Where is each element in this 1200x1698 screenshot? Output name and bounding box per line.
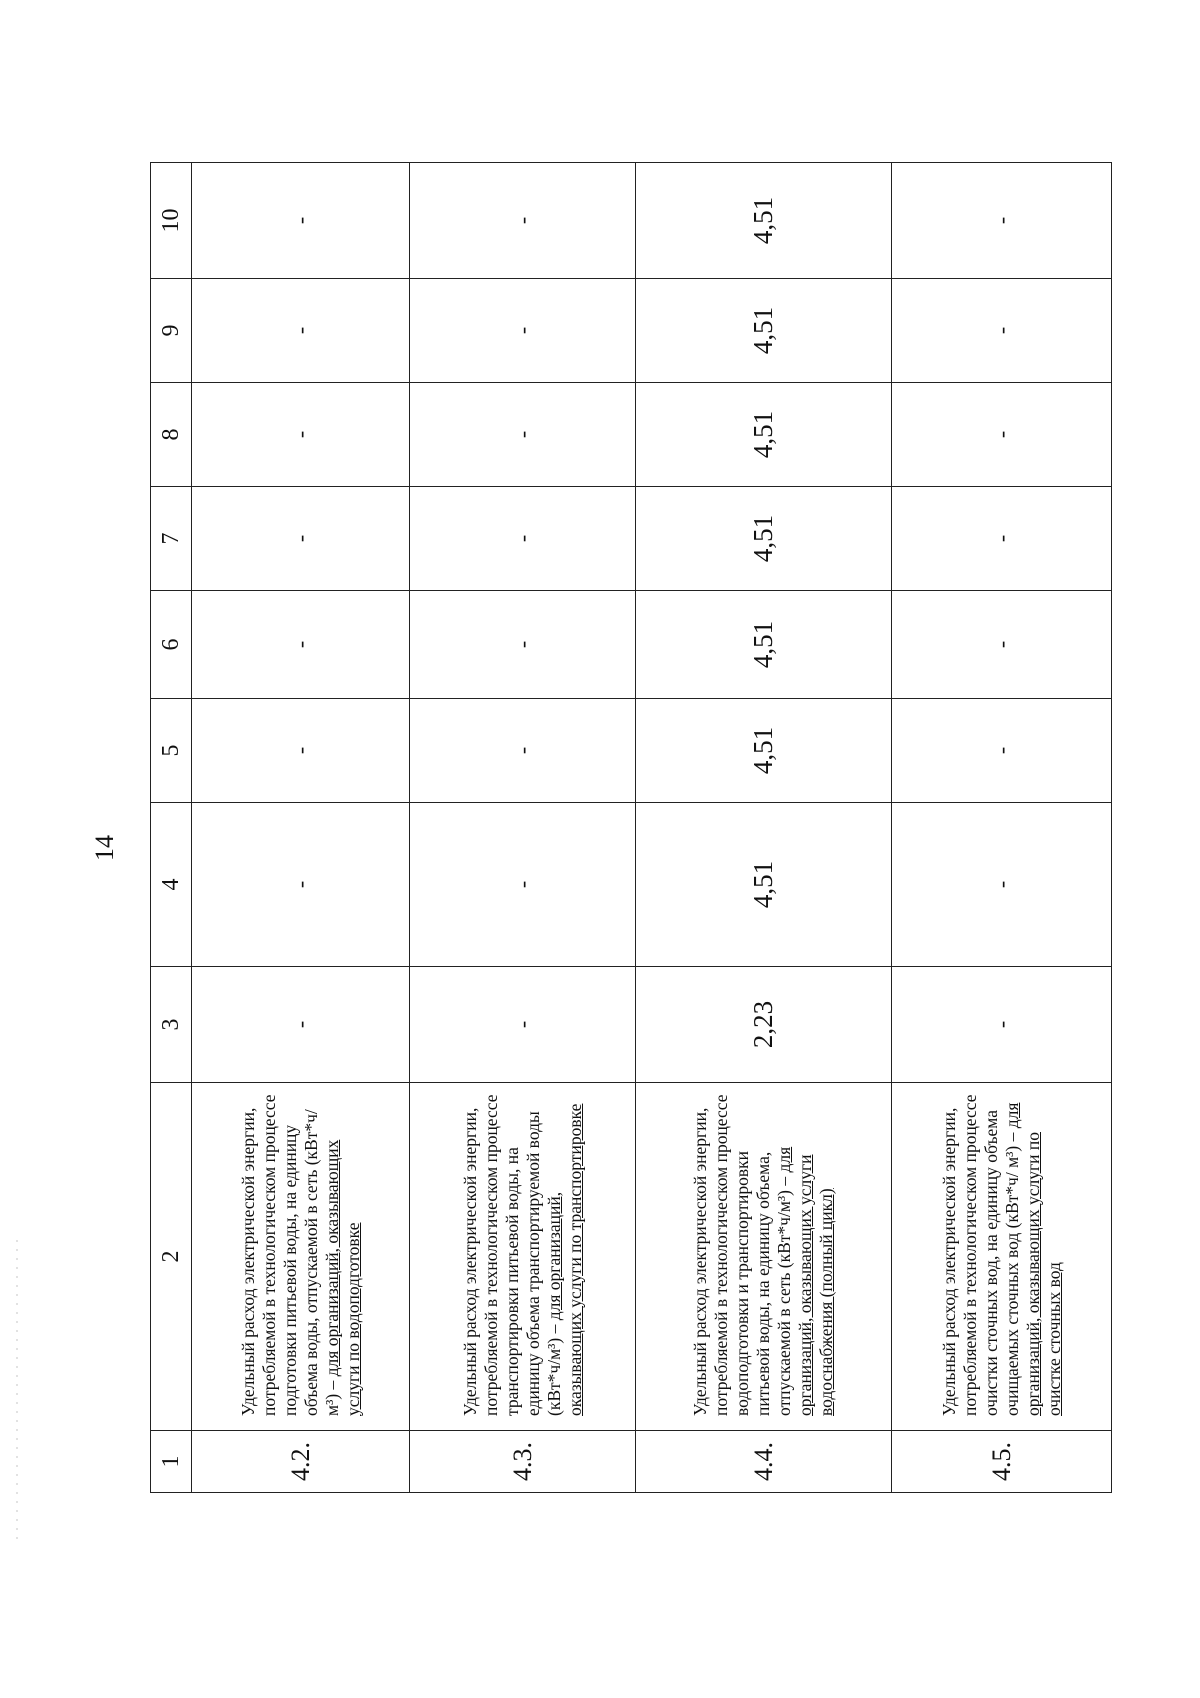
page-number: 14 — [90, 835, 119, 861]
value-cell: 4,51 — [636, 383, 892, 487]
rotated-table-frame — [150, 163, 1110, 1493]
value-cell: - — [410, 383, 636, 487]
row-number: 4.4. — [636, 1431, 892, 1493]
indicator-table — [150, 162, 1112, 1493]
value-cell: - — [892, 279, 1112, 383]
description-text: Удельный расход электрической энергии, потребляемой в технологическом процессе подготовки питьевой воды, на единицу объема воды, отпускаемой в сеть (кВт*ч/м³) – — [237, 1094, 342, 1416]
value-cell: - — [410, 487, 636, 591]
description-underlined: для организаций, оказывающих услуги по транспортировке — [543, 1103, 585, 1416]
value-cell: - — [192, 591, 410, 699]
column-header: 10 — [151, 163, 192, 279]
header-row — [151, 163, 192, 1493]
value-cell: - — [892, 591, 1112, 699]
value-cell: 4,51 — [636, 279, 892, 383]
column-header: 7 — [151, 487, 192, 591]
value-cell: - — [192, 279, 410, 383]
value-cell: - — [892, 163, 1112, 279]
value-cell: - — [410, 699, 636, 803]
table-row — [192, 163, 410, 1493]
value-cell: 4,51 — [636, 803, 892, 967]
row-number: 4.3. — [410, 1431, 636, 1493]
value-cell: - — [892, 803, 1112, 967]
column-header: 9 — [151, 279, 192, 383]
value-cell: - — [192, 383, 410, 487]
column-header: 4 — [151, 803, 192, 967]
value-cell: - — [892, 487, 1112, 591]
value-cell: - — [410, 967, 636, 1083]
description-text: Удельный расход электрической энергии, потребляемой в технологическом процессе транспортировки питьевой воды, на единицу объема транспортируемой воды (кВт*ч/м³) – — [459, 1094, 564, 1416]
table-row — [410, 163, 636, 1493]
value-cell: - — [410, 591, 636, 699]
value-cell: 2,23 — [636, 967, 892, 1083]
row-description — [892, 1083, 1112, 1431]
description-underlined: для организаций, оказывающих услуги по очистке сточных вод — [1001, 1102, 1064, 1416]
column-header: 3 — [151, 967, 192, 1083]
row-description — [410, 1083, 636, 1431]
description-underlined: для организаций, оказывающих услуги водоснабжения (полный цикл) — [774, 1146, 836, 1416]
description-underlined: для организаций, оказывающих услуги по водоподготовке — [321, 1139, 363, 1416]
row-description — [636, 1083, 892, 1431]
value-cell: 4,51 — [636, 591, 892, 699]
value-cell: - — [892, 967, 1112, 1083]
description-text: Удельный расход электрической энергии, потребляемой в технологическом процессе водоподготовки и транспортировки питьевой воды, на единицу объема, отпускаемой в сеть (кВт*ч/м³) – — [690, 1094, 794, 1416]
column-header: 2 — [151, 1083, 192, 1431]
description-text: Удельный расход электрической энергии, потребляемой в технологическом процессе очистки сточных вод, на единицу объема очищаемых сточных вод (кВт*ч/ м³) – — [938, 1094, 1022, 1416]
value-cell: 4,51 — [636, 487, 892, 591]
value-cell: - — [192, 487, 410, 591]
value-cell: - — [192, 803, 410, 967]
row-description — [192, 1083, 410, 1431]
value-cell: - — [192, 967, 410, 1083]
column-header: 6 — [151, 591, 192, 699]
row-number: 4.2. — [192, 1431, 410, 1493]
scan-artifact — [16, 1240, 18, 1540]
value-cell: - — [410, 803, 636, 967]
column-header: 8 — [151, 383, 192, 487]
row-number: 4.5. — [892, 1431, 1112, 1493]
column-header: 5 — [151, 699, 192, 803]
value-cell: - — [892, 383, 1112, 487]
table-row — [636, 163, 892, 1493]
value-cell: - — [410, 279, 636, 383]
value-cell: 4,51 — [636, 163, 892, 279]
table-container — [150, 163, 1110, 1493]
table-row — [892, 163, 1112, 1493]
value-cell: - — [892, 699, 1112, 803]
value-cell: - — [192, 699, 410, 803]
value-cell: - — [410, 163, 636, 279]
value-cell: 4,51 — [636, 699, 892, 803]
value-cell: - — [192, 163, 410, 279]
column-header: 1 — [151, 1431, 192, 1493]
